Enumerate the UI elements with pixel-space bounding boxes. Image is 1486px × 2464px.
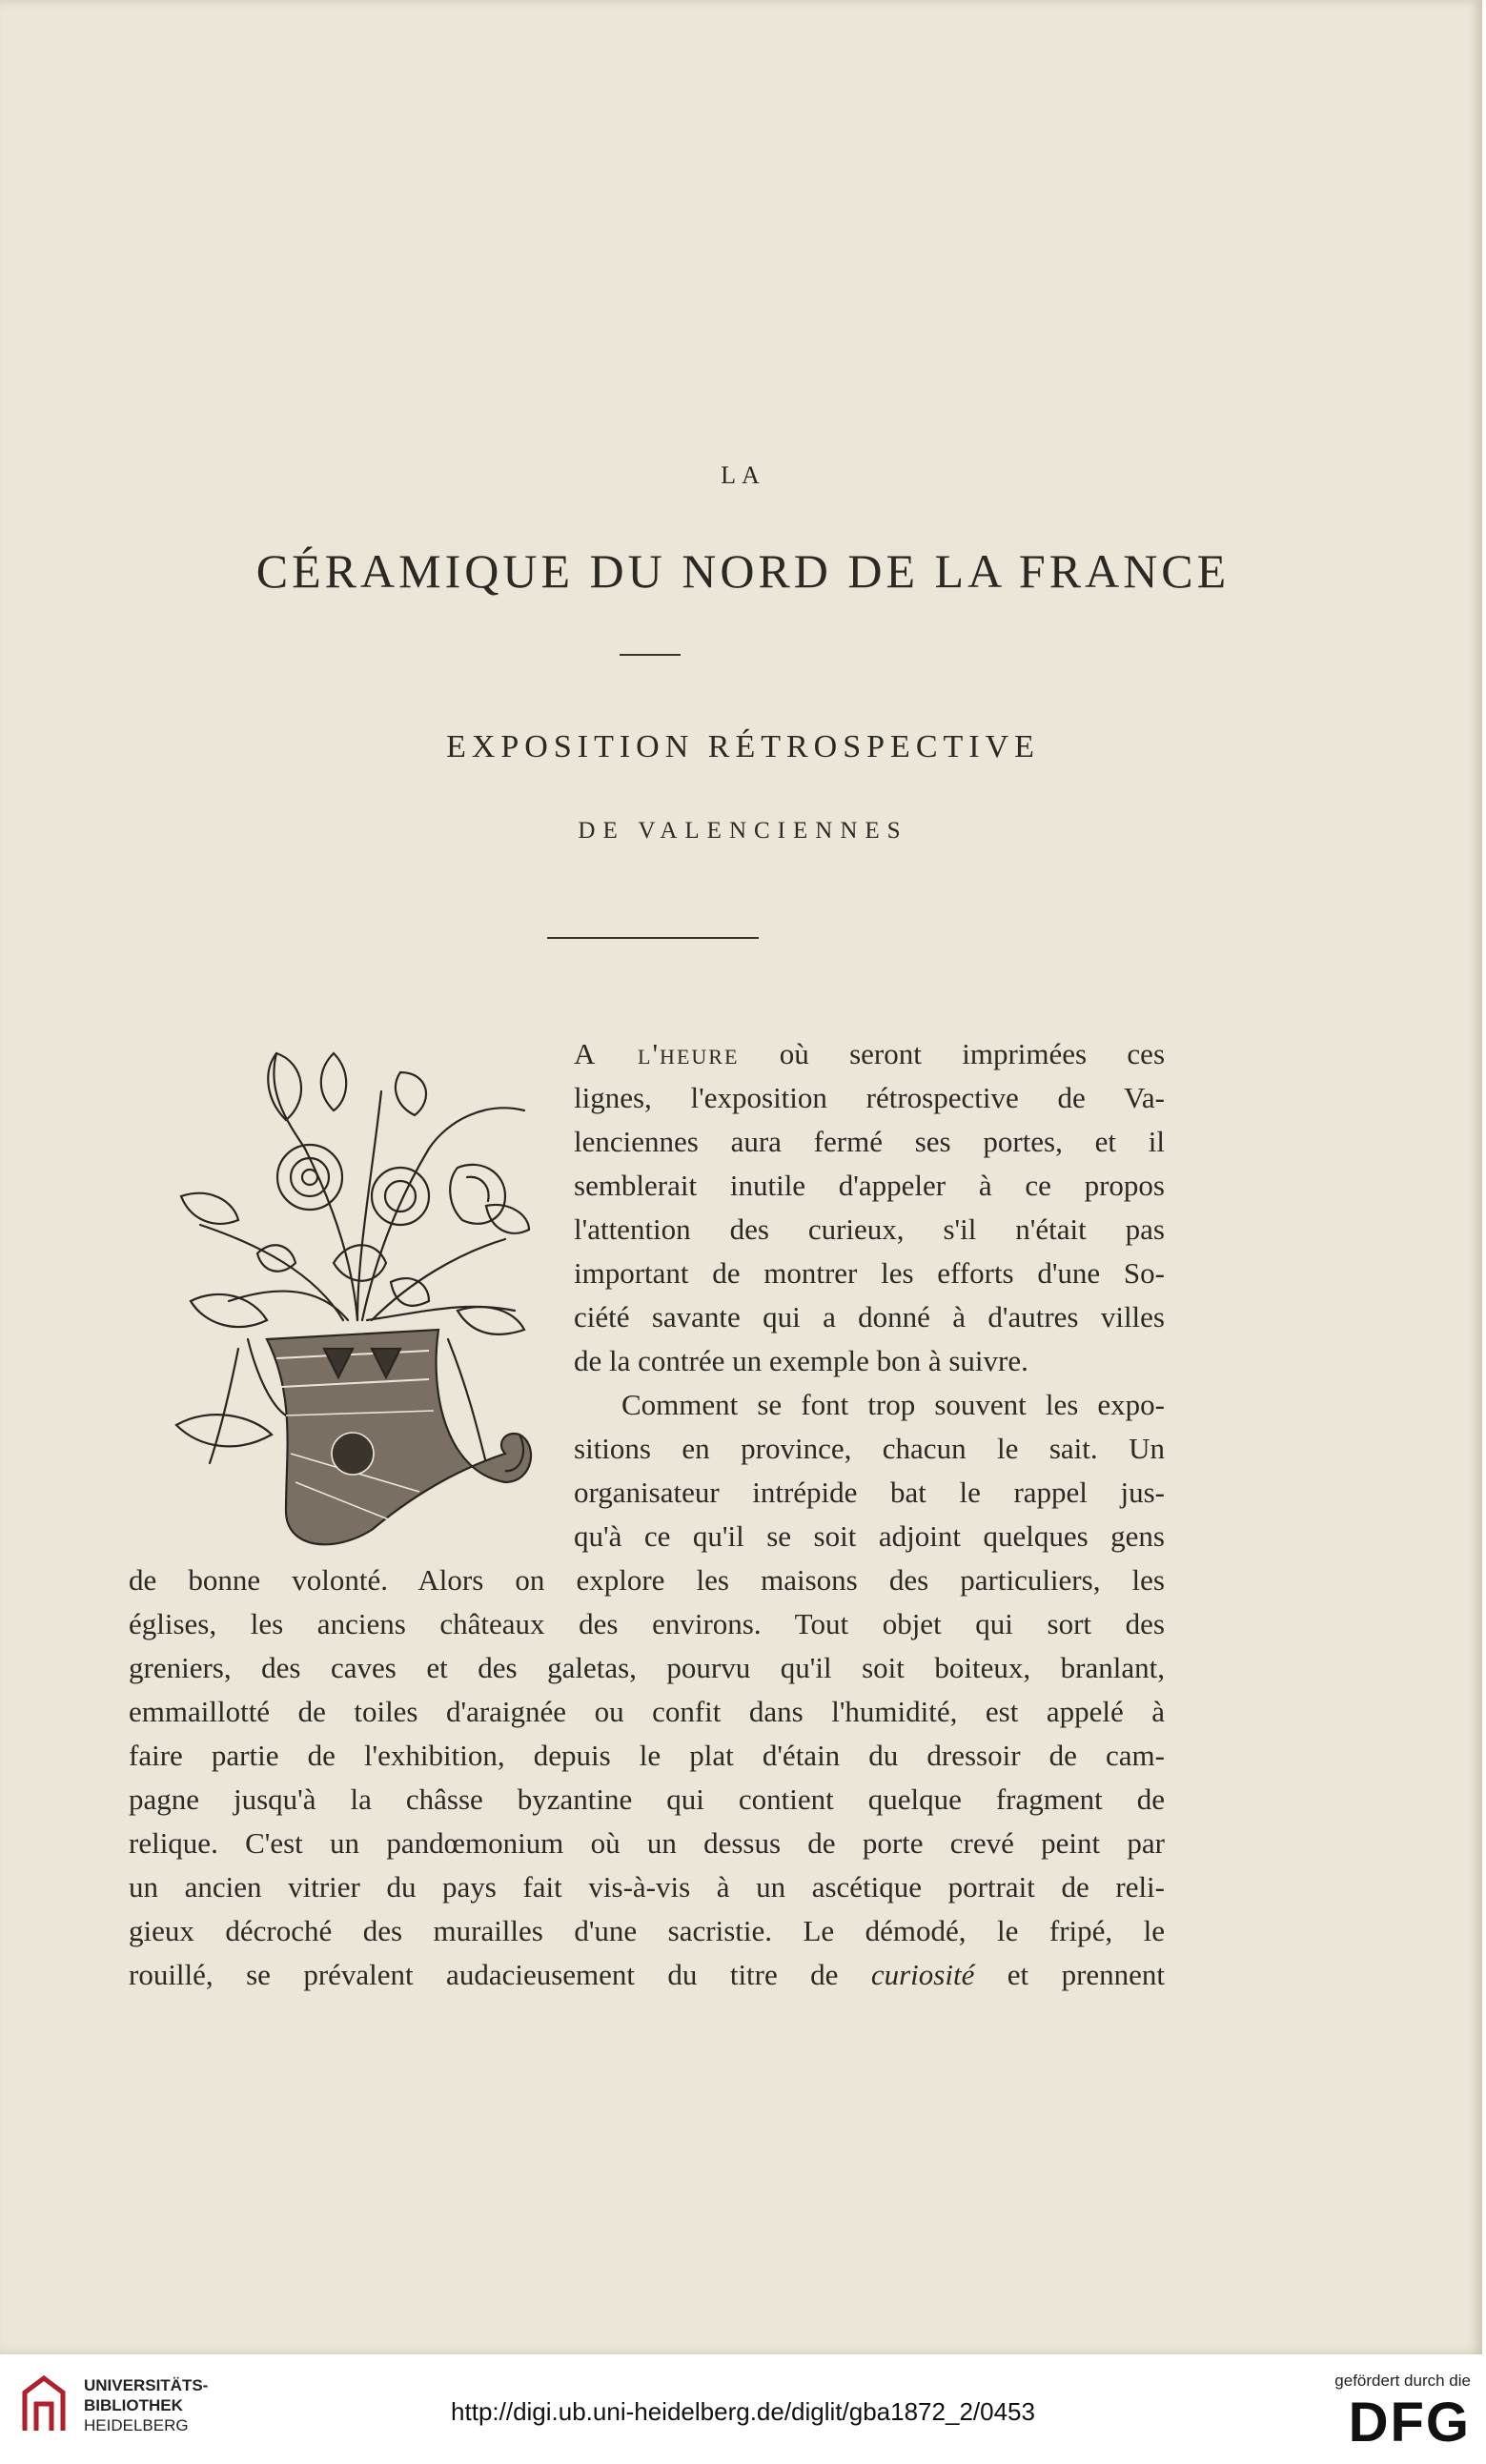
body-line: sitions en province, chacun le sait. Un <box>574 1432 1165 1465</box>
body-line: rouillé, se prévalent audacieusement du titre de curiosité et prennent <box>129 1958 1166 1991</box>
body-line: ciété savante qui a donné à d'autres villes <box>574 1300 1165 1334</box>
article-title: CÉRAMIQUE DU NORD DE LA FRANCE <box>255 544 1231 598</box>
article-kicker: LA <box>721 461 765 489</box>
body-line: faire partie de l'exhibition, depuis le plat d'étain du dressoir de cam- <box>129 1739 1165 1772</box>
body-line: un ancien vitrier du pays fait vis-à-vis à un ascétique portrait de reli- <box>129 1870 1165 1904</box>
body-line: greniers, des caves et des galetas, pourvu qu'il soit boiteux, branlant, <box>129 1651 1165 1684</box>
body-line: semblerait inutile d'appeler à ce propos <box>574 1169 1165 1202</box>
article-subsubtitle: DE VALENCIENNES <box>578 818 908 844</box>
library-name: UNIVERSITÄTS- BIBLIOTHEK HEIDELBERG <box>84 2376 209 2434</box>
body-line: de bonne volonté. Alors on explore les maisons des particuliers, les <box>129 1563 1165 1597</box>
dfg-logo: DFG <box>1348 2392 1471 2454</box>
body-line: lignes, l'exposition rétrospective de Va- <box>574 1081 1165 1114</box>
italic-term: curiosité <box>870 1958 975 1991</box>
title-rule <box>620 654 681 656</box>
body-line: organisateur intrépide bat le rappel jus- <box>574 1476 1165 1509</box>
body-line: lenciennes aura fermé ses portes, et il <box>574 1125 1165 1158</box>
article-subtitle: EXPOSITION RÉTROSPECTIVE <box>446 729 1040 764</box>
body-line: gieux décroché des murailles d'une sacristie. Le démodé, le fripé, le <box>129 1914 1165 1947</box>
permalink-url[interactable]: http://digi.ub.uni-heidelberg.de/diglit/gba1872_2/0453 <box>451 2397 1035 2426</box>
body-line: l'attention des curieux, s'il n'était pas <box>574 1212 1165 1246</box>
body-line: de la contrée un exemple bon à suivre. <box>574 1344 1028 1377</box>
section-rule <box>547 937 759 939</box>
cornucopia-flowers-engraving-icon <box>143 1034 543 1563</box>
viewer-footer <box>0 2354 1486 2464</box>
body-line: Comment se font trop souvent les expo- <box>621 1388 1165 1421</box>
body-line: important de montrer les efforts d'une So- <box>574 1256 1165 1290</box>
body-line: A l'heure où seront imprimées ces <box>574 1037 1166 1070</box>
funding-caption: gefördert durch die <box>1334 2372 1471 2390</box>
body-line: églises, les anciens châteaux des environs. Tout objet qui sort des <box>129 1607 1165 1640</box>
body-line: emmaillotté de toiles d'araignée ou confit dans l'humidité, est appelé à <box>129 1695 1165 1728</box>
body-line: pagne jusqu'à la châsse byzantine qui contient quelque fragment de <box>129 1782 1165 1816</box>
body-line: qu'à ce qu'il se soit adjoint quelques gens <box>574 1519 1165 1553</box>
drop-cap-lead: A l'heure <box>574 1037 740 1070</box>
body-line: relique. C'est un pandœmonium où un dessus de porte crevé peint par <box>129 1826 1165 1860</box>
